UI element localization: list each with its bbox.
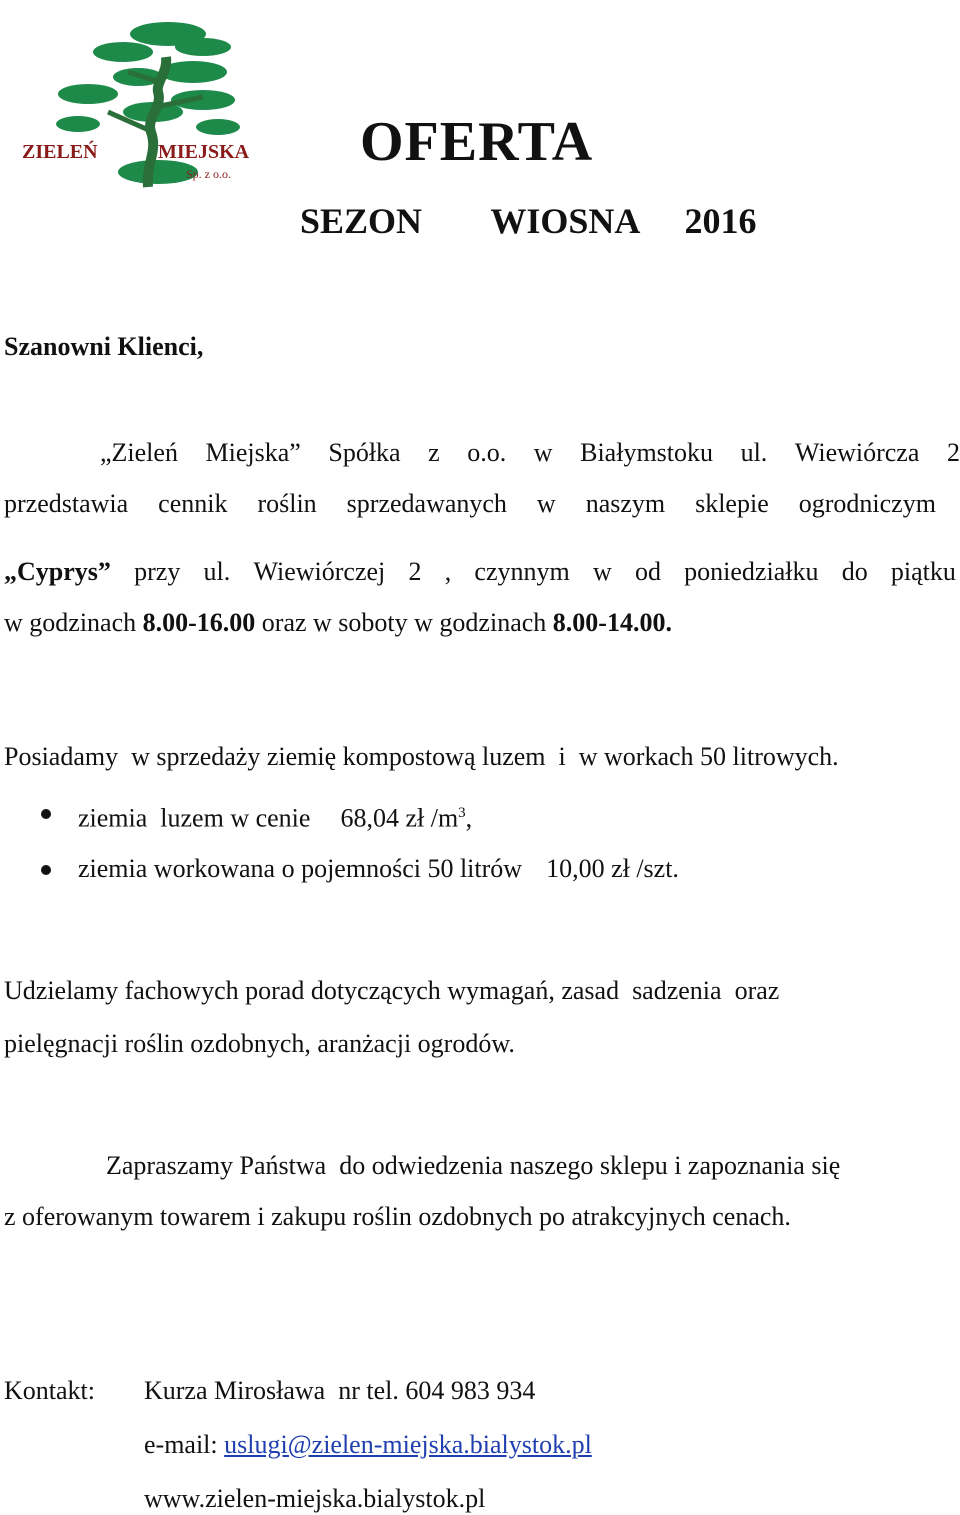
word: Miejska” <box>205 438 301 467</box>
weekday-hours: 8.00-16.00 <box>142 608 256 637</box>
intro-line-1 <box>100 438 960 468</box>
word: w <box>592 557 612 586</box>
word: ul. <box>740 438 768 467</box>
word: Wiewiórczej <box>253 557 386 586</box>
word: przy <box>134 557 181 586</box>
word: Białymstoku <box>580 438 714 467</box>
company-logo <box>18 12 268 202</box>
word: 2 <box>946 438 960 467</box>
word: sklepie <box>695 489 769 518</box>
word: od <box>634 557 661 586</box>
word: o.o. <box>467 438 507 467</box>
page-subtitle: SEZON WIOSNA 2016 <box>300 201 757 241</box>
intro-line-2 <box>4 489 936 519</box>
word: cennik <box>158 489 228 518</box>
invite-line-2: z oferowanym towarem i zakupu roślin ozdobnych po atrakcyjnych cenach. <box>4 1202 791 1231</box>
website-text: www.zielen-miejska.bialystok.pl <box>144 1484 486 1513</box>
word: roślin <box>257 489 317 518</box>
word: do <box>841 557 868 586</box>
intro-line-4: w godzinach 8.00-16.00 oraz w soboty w godzinach 8.00-14.00. <box>4 608 672 637</box>
intro-line-3 <box>4 557 956 587</box>
word: „Zieleń <box>100 438 178 467</box>
shop-name: „Cyprys” <box>4 557 111 586</box>
svg-text:Sp. z o.o.: Sp. z o.o. <box>186 167 231 181</box>
contact-person: Kurza Mirosława nr tel. 604 983 934 <box>144 1376 536 1405</box>
bullet-icon <box>41 809 51 819</box>
svg-text:ZIELEŃ: ZIELEŃ <box>22 141 98 163</box>
word: naszym <box>585 489 666 518</box>
invite-line-1: Zapraszamy Państwa do odwiedzenia naszego sklepu i zapoznania się <box>106 1151 841 1180</box>
contact-email-row: e-mail: uslugi@zielen-miejska.bialystok.pl <box>144 1430 592 1459</box>
saturday-hours: 8.00-14.00. <box>552 608 672 637</box>
word: przedstawia <box>4 489 129 518</box>
price: 68,04 zł /m <box>340 803 459 833</box>
word: w <box>536 489 556 518</box>
greeting: Szanowni Klienci, <box>4 332 204 361</box>
word: w <box>533 438 553 467</box>
price: 10,00 zł /szt. <box>546 854 679 883</box>
word: ul. <box>203 557 231 586</box>
word: poniedziałku <box>684 557 819 586</box>
email-link[interactable]: uslugi@zielen-miejska.bialystok.pl <box>224 1430 592 1459</box>
word: czynnym <box>474 557 570 586</box>
word: piątku <box>890 557 956 586</box>
word: sprzedawanych <box>346 489 507 518</box>
bullet-icon <box>41 865 51 875</box>
word: Spółka <box>328 438 401 467</box>
word: 2 <box>408 557 422 586</box>
word: ogrodniczym <box>798 489 936 518</box>
word: Wiewiórcza <box>794 438 920 467</box>
svg-text:MIEJSKA: MIEJSKA <box>158 141 250 163</box>
page-title: OFERTA <box>360 111 594 173</box>
word: z <box>428 438 440 467</box>
soil-intro: Posiadamy w sprzedaży ziemię kompostową luzem i w workach 50 litrowych. <box>4 742 839 771</box>
contact-label: Kontakt: <box>4 1376 95 1405</box>
tree-logo-icon <box>18 12 268 202</box>
word: , <box>444 557 452 586</box>
advice-line-1: Udzielamy fachowych porad dotyczących wymagań, zasad sadzenia oraz <box>4 976 780 1005</box>
advice-line-2: pielęgnacji roślin ozdobnych, aranżacji ogrodów. <box>4 1029 515 1058</box>
